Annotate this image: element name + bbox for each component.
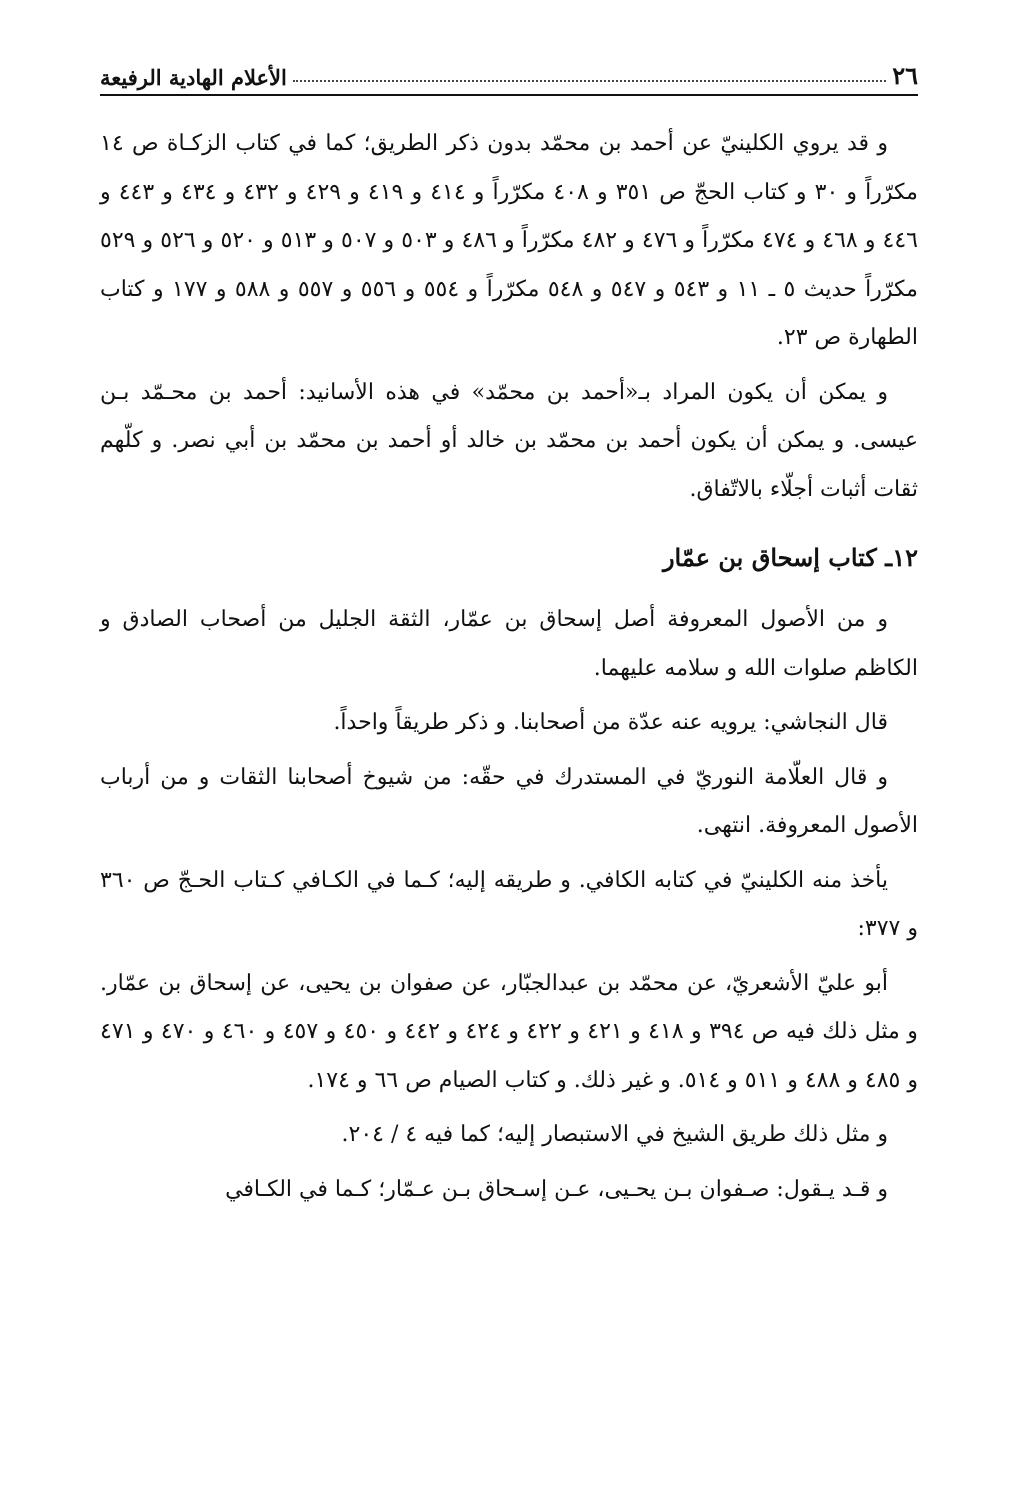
paragraph-2: و يمكن أن يكون المراد بـ«أحمد بن محمّد» في هذه الأسانيد: أحمد بن محـمّد بـن عيسى. و يمكن أن يكون أحمد بن محمّد بن خالد أو أحمد بن محمّد بن أبي نصر. و كلّهم ثقات أثبات أجلّاء بالاتّفاق. — [100, 379, 918, 502]
paragraph-9: و قـد يـقول: صـفوان بـن يحـيى، عـن إسـحاق بـن عـمّار؛ كـما في الكـافي — [225, 1176, 888, 1202]
paragraph-3: و من الأصول المعروفة أصل إسحاق بن عمّار، الثقة الجليل من أصحاب الصادق و الكاظم صلوات الله و سلامه عليهما. — [100, 607, 918, 681]
page-number: ٢٦ — [892, 61, 918, 90]
leader-dots — [293, 80, 886, 82]
running-header — [100, 50, 918, 90]
paragraph-1: و قد يروي الكلينيّ عن أحمد بن محمّد بدون ذكر الطريق؛ كما في كتاب الزكـاة ص ١٤ مكرّراً و ٣٠ و كتاب الحجّ ص ٣٥١ و ٤٠٨ مكرّراً و ٤١٤ و ٤١٩ و ٤٢٩ و ٤٣٢ و ٤٣٤ و ٤٤٣ و ٤٤٦ و ٤٦٨ و ٤٧٤ مكرّراً و ٤٧٦ و ٤٨٢ مكرّراً و ٤٨٦ و ٥٠٣ و ٥٠٧ و ٥١٣ و ٥٢٠ و ٥٢٦ و ٥٢٩ مكرّراً حديث ٥ ـ ١١ و ٥٤٣ و ٥٤٧ و ٥٤٨ مكرّراً و ٥٥٤ و ٥٥٦ و ٥٥٧ و ٥٨٨ و ١٧٧ و كتاب الطهارة ص ٢٣. — [100, 131, 918, 350]
running-title: الأعلام الهادية الرفيعة — [100, 65, 287, 90]
paragraph-4: قال النجاشي: يرويه عنه عدّة من أصحابنا. و ذكر طريقاً واحداً. — [333, 710, 888, 735]
paragraph-8: و مثل ذلك طريق الشيخ في الاستبصار إليه؛ كما فيه ٤ / ٢٠٤. — [341, 1122, 888, 1147]
header-rule — [100, 94, 918, 96]
paragraph-6: يأخذ منه الكلينيّ في كتابه الكافي. و طريقه إليه؛ كـما في الكـافي كـتاب الحـجّ ص ٣٦٠ و ٣٧٧: — [100, 867, 918, 941]
section-heading: ١٢ـ كتاب إسحاق بن عمّار — [662, 543, 918, 572]
page-body — [100, 120, 918, 1220]
paragraph-5: و قال العلّامة النوريّ في المستدرك في حقّه: من شيوخ أصحابنا الثقات و من أرباب الأصول المعروفة. انتهى. — [100, 764, 918, 838]
paragraph-7: أبو عليّ الأشعريّ، عن محمّد بن عبدالجبّار، عن صفوان بن يحيى، عن إسحاق بن عمّار. و مثل ذلك فيه ص ٣٩٤ و ٤١٨ و ٤٢١ و ٤٢٢ و ٤٢٤ و ٤٤٢ و ٤٥٠ و ٤٥٧ و ٤٦٠ و ٤٧٠ و ٤٧١ و ٤٨٥ و ٤٨٨ و ٥١١ و ٥١٤. و غير ذلك. و كتاب الصيام ص ٦٦ و ١٧٤. — [100, 970, 918, 1093]
